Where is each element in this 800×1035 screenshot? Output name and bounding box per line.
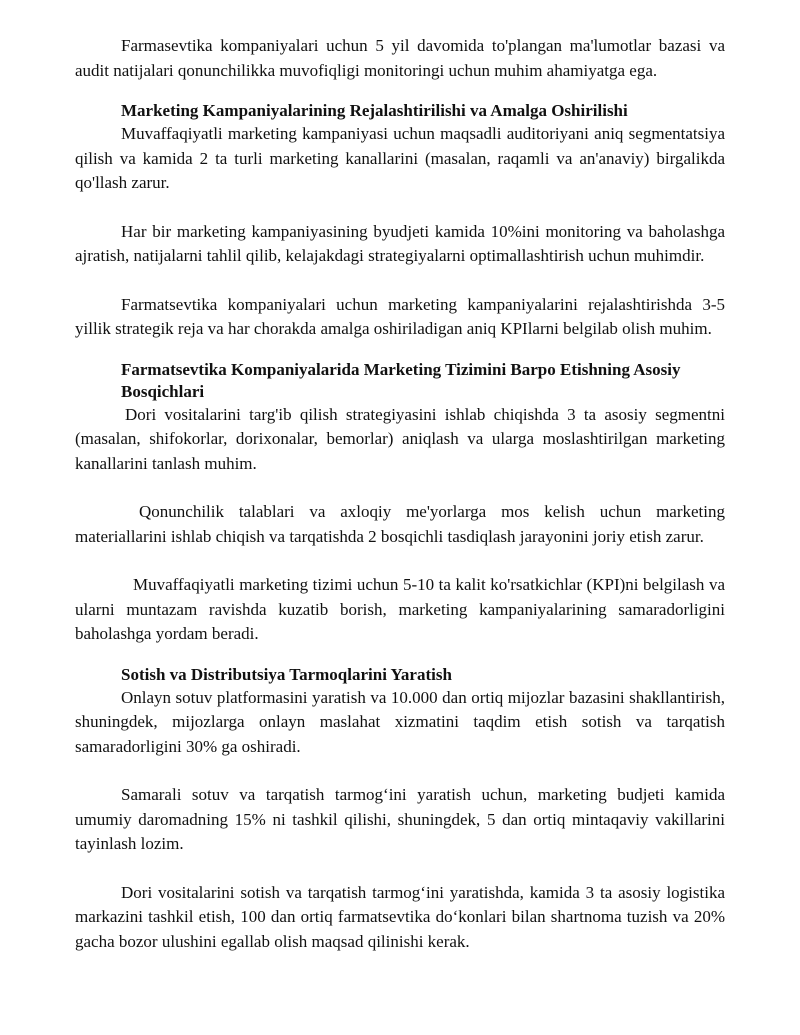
paragraph: Dori vositalarini targ'ib qilish strategiyasini ishlab chiqishda 3 ta asosiy segmentni (masalan, shifokorlar, dorixonalar, bemorlar) aniqlash va ularga moslashtirilgan marketing kanallarini tanlash muhim. — [75, 404, 725, 473]
paragraph: Har bir marketing kampaniyasining byudjeti kamida 10%ini monitoring va baholashga ajratish, natijalarni tahlil qilib, kelajakdagi strategiyalarni optimallashtirish uchun muhimdir. — [75, 221, 725, 265]
paragraph: Onlayn sotuv platformasini yaratish va 10.000 dan ortiq mijozlar bazasini shakllantirish, shuningdek, mijozlarga onlayn maslahat xizmatini taqdim etish sotish va tarqatish samaradorligini 30% ga oshiradi. — [75, 687, 725, 756]
paragraph: Samarali sotuv va tarqatish tarmog‘ini yaratish uchun, marketing budjeti kamida umumiy daromadning 15% ni tashkil qilishi, shuningdek, 5 dan ortiq mintaqaviy vakillarini tayinlash lozim. — [75, 785, 725, 853]
paragraph: Muvaffaqiyatli marketing kampaniyasi uchun maqsadli auditoriyani aniq segmentatsiya qilish va kamida 2 ta turli marketing kanallarini (masalan, raqamli va an'anaviy) birgalikda qo'llash zarur. — [75, 124, 725, 192]
section-heading: Sotish va Distributsiya Tarmoqlarini Yaratish — [121, 664, 452, 684]
paragraph: Dori vositalarini sotish va tarqatish tarmog‘ini yaratishda, kamida 3 ta asosiy logistika markazini tashkil etish, 100 dan ortiq farmatsevtika do‘konlari bilan shartnoma tuzish va 20% gacha bozor ulushini egallab olish maqsad qilinishi kerak. — [75, 882, 725, 951]
paragraph: Farmasevtika kompaniyalari uchun 5 yil davomida to'plangan ma'lumotlar bazasi va audit natijalari qonunchilikka muvofiqligi monitoringi uchun muhim ahamiyatga ega. — [75, 36, 725, 80]
section-heading: Farmatsevtika Kompaniyalarida Marketing Tizimini Barpo Etishning Asosiy Bosqichlari — [121, 359, 681, 401]
paragraph: Muvaffaqiyatli marketing tizimi uchun 5-10 ta kalit ko'rsatkichlar (KPI)ni belgilash va ularni muntazam ravishda kuzatib borish, marketing kampaniyalarining samaradorligini baholashga yordam beradi. — [75, 575, 725, 643]
paragraph: Qonunchilik talablari va axloqiy me'yorlarga mos kelish uchun marketing materiallarini ishlab chiqish va tarqatishda 2 bosqichli tasdiqlash jarayonini joriy etish zarur. — [75, 502, 725, 546]
paragraph: Farmatsevtika kompaniyalari uchun marketing kampaniyalarini rejalashtirishda 3-5 yillik strategik reja va har chorakda amalga oshiriladigan aniq KPIlarni belgilab olish muhim. — [75, 294, 725, 338]
section-heading: Marketing Kampaniyalarining Rejalashtirilishi va Amalga Oshirilishi — [121, 101, 628, 120]
